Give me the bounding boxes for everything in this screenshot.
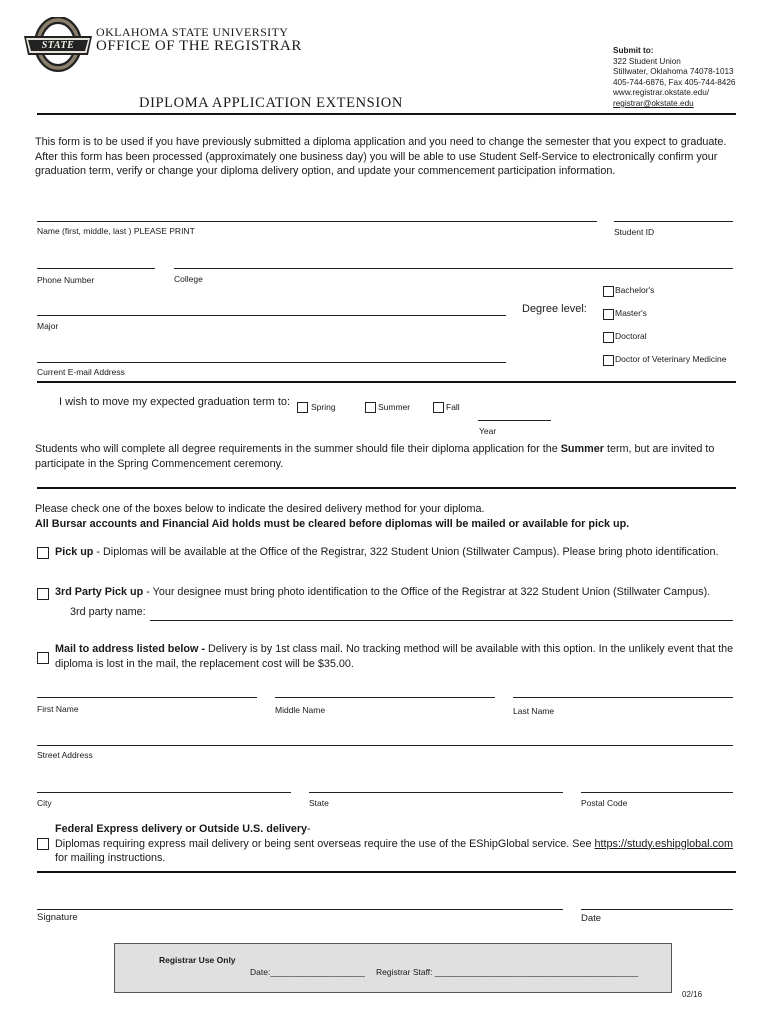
- major-input[interactable]: [37, 315, 506, 316]
- masters-checkbox[interactable]: [603, 309, 614, 320]
- state-label: State: [309, 798, 329, 808]
- registrar-use-box: [114, 943, 672, 993]
- form-title: DIPLOMA APPLICATION EXTENSION: [139, 95, 403, 111]
- mail-checkbox[interactable]: [37, 652, 49, 664]
- year-label: Year: [479, 426, 497, 436]
- mail-text-1: Delivery is by 1st class mail. No tracking method will be available with this option. In the unlikely event that the: [208, 643, 734, 655]
- submit-to-block: [613, 46, 735, 110]
- city-input[interactable]: [37, 792, 291, 793]
- street-input[interactable]: [37, 745, 733, 746]
- bachelors-label: Bachelor's: [615, 285, 655, 295]
- third-party-text: - Your designee must bring photo identification to the Office of the Registrar at 322 Student Union (Stillwater Campus).: [143, 586, 711, 598]
- third-party-name-input[interactable]: [150, 620, 733, 621]
- state-input[interactable]: [309, 792, 563, 793]
- year-input[interactable]: [478, 420, 551, 421]
- student-id-input[interactable]: [614, 221, 733, 222]
- dvm-checkbox[interactable]: [603, 355, 614, 366]
- name-input[interactable]: [37, 221, 597, 222]
- third-party-option: [55, 585, 745, 600]
- osu-logo: STATE: [22, 17, 94, 72]
- eshipglobal-link[interactable]: https://study.eshipglobal.com: [594, 837, 733, 850]
- summer-label: Summer: [378, 402, 411, 412]
- name-label: Name (first, middle, last ) PLEASE PRINT: [37, 226, 195, 236]
- spring-checkbox[interactable]: [297, 402, 308, 413]
- first-name-label: First Name: [37, 704, 79, 714]
- summer-note-bold: Summer: [560, 443, 604, 455]
- last-name-input[interactable]: [513, 697, 733, 698]
- bachelors-checkbox[interactable]: [603, 286, 614, 297]
- third-party-title: 3rd Party Pick up: [55, 586, 144, 598]
- mail-option: [55, 642, 745, 671]
- fall-label: Fall: [446, 402, 460, 412]
- registrar-title: Registrar Use Only: [159, 955, 236, 965]
- submit-label: Submit to:: [613, 46, 654, 55]
- intro-line-2: After this form has been processed (approximately one business day) you will be able to use Student Self-Service to electronically confirm your: [35, 150, 718, 163]
- fedex-title: Federal Express delivery or Outside U.S. delivery: [55, 823, 308, 835]
- first-name-input[interactable]: [37, 697, 257, 698]
- dvm-label: Doctor of Veterinary Medicine: [615, 354, 727, 364]
- doctoral-checkbox[interactable]: [603, 332, 614, 343]
- summer-checkbox[interactable]: [365, 402, 376, 413]
- spring-label: Spring: [311, 402, 336, 412]
- degree-level-label: Degree level:: [522, 303, 587, 315]
- registrar-staff: Registrar Staff: ___________________________________________: [376, 967, 639, 977]
- section-rule-1: [37, 381, 736, 383]
- fedex-text-1: Diplomas requiring express mail delivery or being sent overseas require the use of the EShipGlobal service. See: [55, 837, 595, 850]
- postal-label: Postal Code: [581, 798, 628, 808]
- student-id-label: Student ID: [614, 227, 655, 237]
- middle-name-input[interactable]: [275, 697, 495, 698]
- fedex-checkbox[interactable]: [37, 838, 49, 850]
- pickup-option: [55, 545, 745, 560]
- fall-checkbox[interactable]: [433, 402, 444, 413]
- submit-email-link[interactable]: registrar@okstate.edu: [613, 98, 694, 108]
- third-party-checkbox[interactable]: [37, 588, 49, 600]
- mail-text-2: diploma is lost in the mail, the replacement cost will be $35.00.: [55, 657, 354, 670]
- date-input[interactable]: [581, 909, 733, 910]
- delivery-instructions: [35, 502, 745, 531]
- date-label: Date: [581, 913, 602, 924]
- college-input[interactable]: [174, 268, 733, 269]
- fedex-text-2: for mailing instructions.: [55, 852, 166, 865]
- section-rule-3: [37, 871, 736, 873]
- last-name-label: Last Name: [513, 706, 555, 716]
- postal-input[interactable]: [581, 792, 733, 793]
- email-input[interactable]: [37, 362, 506, 363]
- summer-note-post: term, but are invited to: [603, 443, 715, 455]
- fedex-option: [55, 822, 745, 866]
- section-rule-2: [37, 487, 736, 489]
- delivery-instruction: Please check one of the boxes below to indicate the desired delivery method for your diploma.: [35, 503, 485, 515]
- pickup-title: Pick up: [55, 546, 94, 558]
- email-label: Current E-mail Address: [37, 367, 125, 377]
- middle-name-label: Middle Name: [275, 705, 326, 715]
- summer-note: [35, 442, 745, 471]
- signature-input[interactable]: [37, 909, 563, 910]
- signature-label: Signature: [37, 912, 78, 923]
- university-name: OKLAHOMA STATE UNIVERSITY: [96, 25, 289, 39]
- submit-address1: 322 Student Union: [613, 56, 681, 66]
- city-label: City: [37, 798, 52, 808]
- intro-line-3: graduation term, verify or change your diploma delivery option, and update your commencement participation information.: [35, 165, 616, 178]
- submit-web-link[interactable]: www.registrar.okstate.edu/: [613, 88, 710, 98]
- mail-title: Mail to address listed below -: [55, 643, 208, 655]
- pickup-checkbox[interactable]: [37, 547, 49, 559]
- registrar-date: Date:____________________: [250, 967, 365, 977]
- summer-note-pre: Students who will complete all degree requirements in the summer should file their diploma application for the: [35, 443, 561, 455]
- header-rule: [37, 113, 736, 115]
- fedex-dash: -: [307, 823, 311, 835]
- revision-code: 02/16: [682, 990, 703, 999]
- doctoral-label: Doctoral: [615, 331, 647, 341]
- submit-phone: 405-744-6876, Fax 405-744-8426: [613, 77, 736, 87]
- street-label: Street Address: [37, 750, 93, 760]
- intro-line-1: This form is to be used if you have previously submitted a diploma application and you need to change the semester that you expect to graduate.: [35, 136, 727, 148]
- intro-text: [35, 135, 745, 179]
- college-label: College: [174, 274, 203, 284]
- submit-address2: Stillwater, Oklahoma 74078-1013: [613, 67, 734, 77]
- office-name: OFFICE OF THE REGISTRAR: [96, 38, 302, 54]
- holds-notice: All Bursar accounts and Financial Aid holds must be cleared before diplomas will be mailed or available for pick up.: [35, 517, 630, 530]
- summer-note-line2: participate in the Spring Commencement ceremony.: [35, 457, 284, 470]
- phone-input[interactable]: [37, 268, 155, 269]
- third-party-name-label: 3rd party name:: [70, 606, 146, 618]
- term-prompt: I wish to move my expected graduation term to:: [59, 396, 291, 408]
- major-label: Major: [37, 321, 59, 331]
- masters-label: Master's: [615, 308, 647, 318]
- pickup-text: - Diplomas will be available at the Office of the Registrar, 322 Student Union (Stillwater Campus). Please bring photo identification.: [93, 546, 719, 558]
- phone-label: Phone Number: [37, 275, 95, 285]
